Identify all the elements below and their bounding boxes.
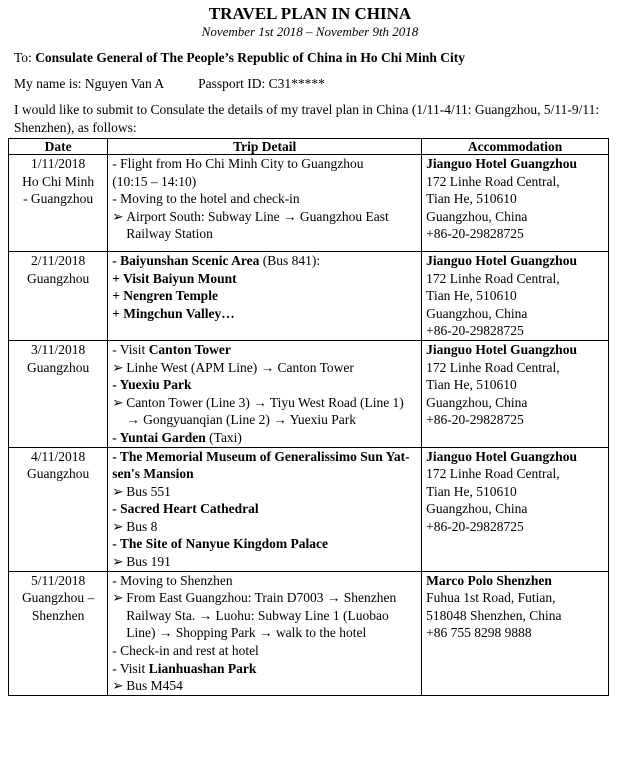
trip-cell <box>108 447 422 571</box>
hotel-name: Jianguo Hotel Guangzhou <box>426 448 577 464</box>
travel-plan-table <box>8 138 609 696</box>
accommodation-cell <box>422 155 609 252</box>
trip-cell <box>108 251 422 340</box>
transport-note: (Bus 841): <box>259 252 321 268</box>
attraction-name: + Mingchun Valley… <box>112 305 235 321</box>
document-title: TRAVEL PLAN IN CHINA <box>208 4 412 23</box>
table-row <box>9 447 609 571</box>
hotel-address: Guangzhou, China <box>426 305 528 321</box>
date-line: Guangzhou – <box>21 590 95 606</box>
table-row <box>9 340 609 447</box>
attraction-name: - Baiyunshan Scenic Area <box>112 252 260 268</box>
arrow-bullet-icon: ➢ <box>112 359 124 375</box>
date-line: - Guangzhou <box>23 191 94 207</box>
route-item <box>112 553 417 571</box>
header-accommodation: Accommodation <box>422 139 609 155</box>
hotel-address: Tian He, 510610 <box>426 483 517 499</box>
route-item <box>112 518 417 536</box>
arrow-bullet-icon: ➢ <box>112 394 124 410</box>
trip-cell <box>108 155 422 252</box>
table-row <box>9 571 609 695</box>
route-text: Bus 8 <box>126 518 158 534</box>
date-cell <box>9 340 108 447</box>
attraction-name: - Yuntai Garden <box>112 429 206 445</box>
hotel-name: Jianguo Hotel Guangzhou <box>426 341 577 357</box>
date-line: 4/11/2018 <box>30 448 86 464</box>
accommodation-cell <box>422 571 609 695</box>
date-line: Guangzhou <box>27 359 90 375</box>
attraction-name: Lianhuashan Park <box>148 660 257 676</box>
hotel-address: 172 Linhe Road Central, <box>426 359 560 375</box>
transport-note: (Taxi) <box>205 429 242 445</box>
hotel-address: Guangzhou, China <box>426 208 528 224</box>
hotel-address: Tian He, 510610 <box>426 288 517 304</box>
applicant-line <box>14 75 612 93</box>
arrow-bullet-icon: ➢ <box>112 678 124 694</box>
hotel-name: Jianguo Hotel Guangzhou <box>426 252 577 268</box>
hotel-phone: +86-20-29828725 <box>426 518 524 534</box>
date-cell <box>9 251 108 340</box>
route-text: Bus M454 <box>126 678 183 694</box>
hotel-phone: +86 755 8298 9888 <box>426 625 532 641</box>
trip-cell <box>108 340 422 447</box>
header-trip-detail: Trip Detail <box>108 139 422 155</box>
arrow-bullet-icon: ➢ <box>112 208 124 224</box>
arrow-bullet-icon: ➢ <box>112 590 124 606</box>
trip-line: - Check-in and rest at hotel <box>112 643 259 659</box>
hotel-address: 172 Linhe Road Central, <box>426 466 560 482</box>
hotel-address: Fuhua 1st Road, Futian, <box>426 590 556 606</box>
arrow-bullet-icon: ➢ <box>112 554 124 570</box>
trip-cell <box>108 571 422 695</box>
date-cell <box>9 447 108 571</box>
accommodation-cell <box>422 340 609 447</box>
hotel-address: Tian He, 510610 <box>426 191 517 207</box>
accommodation-cell <box>422 447 609 571</box>
date-line: Guangzhou <box>27 270 90 286</box>
trip-line: - Moving to the hotel and check-in <box>112 191 300 207</box>
route-text: From East Guangzhou: Train D7003 → Shenzhen Railway Sta. → Luohu: Subway Line 1 (Luobao Line) → Shopping Park → walk to the hotel <box>126 590 397 641</box>
route-item <box>112 483 417 501</box>
attraction-name: Canton Tower <box>148 341 231 357</box>
accommodation-cell <box>422 251 609 340</box>
table-row <box>9 251 609 340</box>
date-line: 1/11/2018 <box>30 156 86 171</box>
hotel-name: Marco Polo Shenzhen <box>426 572 552 588</box>
arrow-bullet-icon: ➢ <box>112 483 124 499</box>
trip-line <box>112 252 417 270</box>
trip-line <box>112 341 417 359</box>
date-cell <box>9 155 108 252</box>
hotel-address: 172 Linhe Road Central, <box>426 270 560 286</box>
arrow-bullet-icon: ➢ <box>112 518 124 534</box>
route-text: Airport South: Subway Line → Guangzhou East Railway Station <box>126 208 389 242</box>
hotel-phone: +86-20-29828725 <box>426 226 524 242</box>
table-header-row <box>9 139 609 155</box>
trip-line: (10:15 – 14:10) <box>112 173 197 189</box>
route-item <box>112 589 417 642</box>
hotel-address: 172 Linhe Road Central, <box>426 173 560 189</box>
attraction-name: - Sacred Heart Cathedral <box>112 501 259 517</box>
trip-line: - Moving to Shenzhen <box>112 572 233 588</box>
trip-line: - Flight from Ho Chi Minh City to Guangzhou <box>112 156 364 171</box>
route-item <box>112 208 417 243</box>
recipient-value: Consulate General of The People’s Republic of China in Ho Chi Minh City <box>35 50 465 65</box>
hotel-address: Tian He, 510610 <box>426 377 517 393</box>
hotel-phone: +86-20-29828725 <box>426 412 524 428</box>
attraction-name: - The Memorial Museum of Generalissimo Sun Yat-sen's Mansion <box>112 448 410 482</box>
trip-line <box>112 429 417 447</box>
table-row <box>9 155 609 252</box>
route-text: Linhe West (APM Line) → Canton Tower <box>126 359 354 375</box>
hotel-address: Guangzhou, China <box>426 394 528 410</box>
visit-prefix: - Visit <box>112 660 149 676</box>
route-text: Bus 191 <box>126 554 171 570</box>
hotel-name: Jianguo Hotel Guangzhou <box>426 156 577 171</box>
header-date: Date <box>9 139 108 155</box>
visit-prefix: - Visit <box>112 341 149 357</box>
recipient-line <box>14 49 612 67</box>
date-line: 2/11/2018 <box>30 252 86 268</box>
attraction-name: + Nengren Temple <box>112 288 218 304</box>
recipient-label: To: <box>14 50 36 65</box>
date-cell <box>9 571 108 695</box>
hotel-address: Guangzhou, China <box>426 501 528 517</box>
date-line: Ho Chi Minh <box>22 173 95 189</box>
date-line: 5/11/2018 <box>30 572 86 588</box>
date-line: 3/11/2018 <box>30 341 86 357</box>
route-text: Canton Tower (Line 3) → Tiyu West Road (Line 1) → Gongyuanqian (Line 2) → Yuexiu Park <box>126 394 404 428</box>
hotel-address: 518048 Shenzhen, China <box>426 607 562 623</box>
travel-dates: November 1st 2018 – November 9th 2018 <box>201 24 419 39</box>
date-line: Guangzhou <box>27 466 90 482</box>
route-item <box>112 677 417 695</box>
attraction-name: + Visit Baiyun Mount <box>112 270 237 286</box>
route-item <box>112 394 417 429</box>
attraction-name: - Yuexiu Park <box>112 377 192 393</box>
applicant-name: My name is: Nguyen Van A <box>14 76 165 91</box>
passport-id: Passport ID: C31***** <box>198 76 325 91</box>
route-item <box>112 359 417 377</box>
intro-paragraph: I would like to submit to Consulate the details of my travel plan in China (1/11-4/11: Guangzhou, 5/11-9/11: Shenzhen), as follows: <box>14 102 600 135</box>
trip-line <box>112 660 417 678</box>
date-line: Shenzhen <box>31 607 85 623</box>
attraction-name: - The Site of Nanyue Kingdom Palace <box>112 536 328 552</box>
route-text: Bus 551 <box>126 483 171 499</box>
hotel-phone: +86-20-29828725 <box>426 323 524 339</box>
